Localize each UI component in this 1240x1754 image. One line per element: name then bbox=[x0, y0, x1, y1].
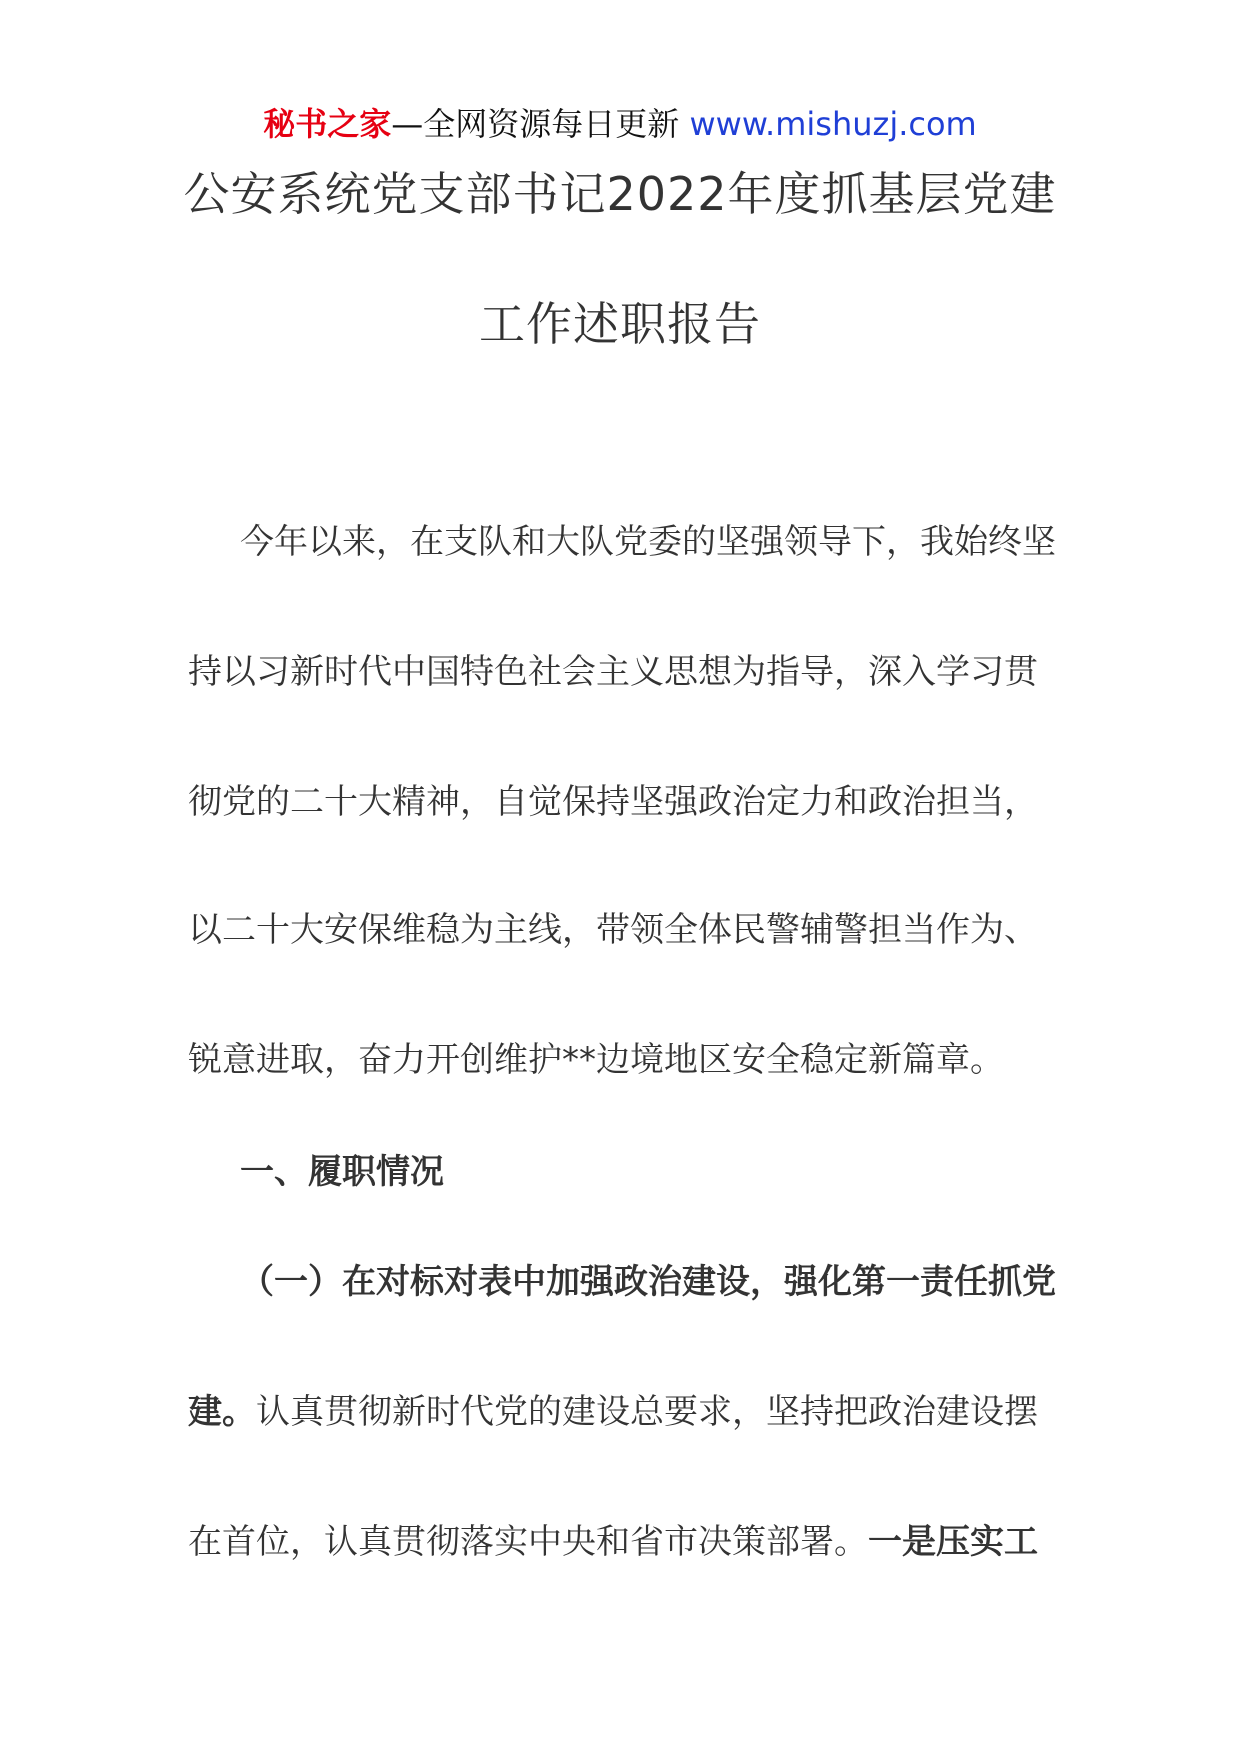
point-lead: 一是压实工 bbox=[868, 1522, 1038, 1562]
brand-name: 秘书之家 bbox=[263, 105, 392, 143]
paragraph-line: 彻党的二十大精神，自觉保持坚强政治定力和政治担当， bbox=[188, 782, 1038, 822]
subsection-heading-end: 建。 bbox=[188, 1392, 256, 1432]
paragraph-line: 持以习新时代中国特色社会主义思想为指导，深入学习贯 bbox=[188, 652, 1038, 692]
paragraph-line: 锐意进取，奋力开创维护**边境地区安全稳定新篇章。 bbox=[188, 1040, 1004, 1080]
site-header bbox=[0, 100, 1240, 148]
subsection-heading: （一）在对标对表中加强政治建设，强化第一责任抓党 bbox=[240, 1262, 1056, 1302]
paragraph-text: 在首位，认真贯彻落实中央和省市决策部署。 bbox=[188, 1522, 868, 1562]
document-title-line-2: 工作述职报告 bbox=[479, 297, 761, 351]
site-link[interactable]: www.mishuzj.com bbox=[689, 105, 977, 143]
paragraph-line: 以二十大安保维稳为主线，带领全体民警辅警担当作为、 bbox=[188, 910, 1038, 950]
paragraph-line bbox=[188, 1386, 1058, 1438]
paragraph-line bbox=[188, 1516, 1058, 1568]
document-title-line-1: 公安系统党支部书记2022年度抓基层党建 bbox=[183, 167, 1057, 221]
section-heading: 一、履职情况 bbox=[240, 1152, 444, 1192]
paragraph-line: 今年以来，在支队和大队党委的坚强领导下，我始终坚 bbox=[240, 522, 1056, 562]
header-tagline: —全网资源每日更新 bbox=[391, 105, 680, 143]
paragraph-text: 认真贯彻新时代党的建设总要求，坚持把政治建设摆 bbox=[256, 1392, 1038, 1432]
